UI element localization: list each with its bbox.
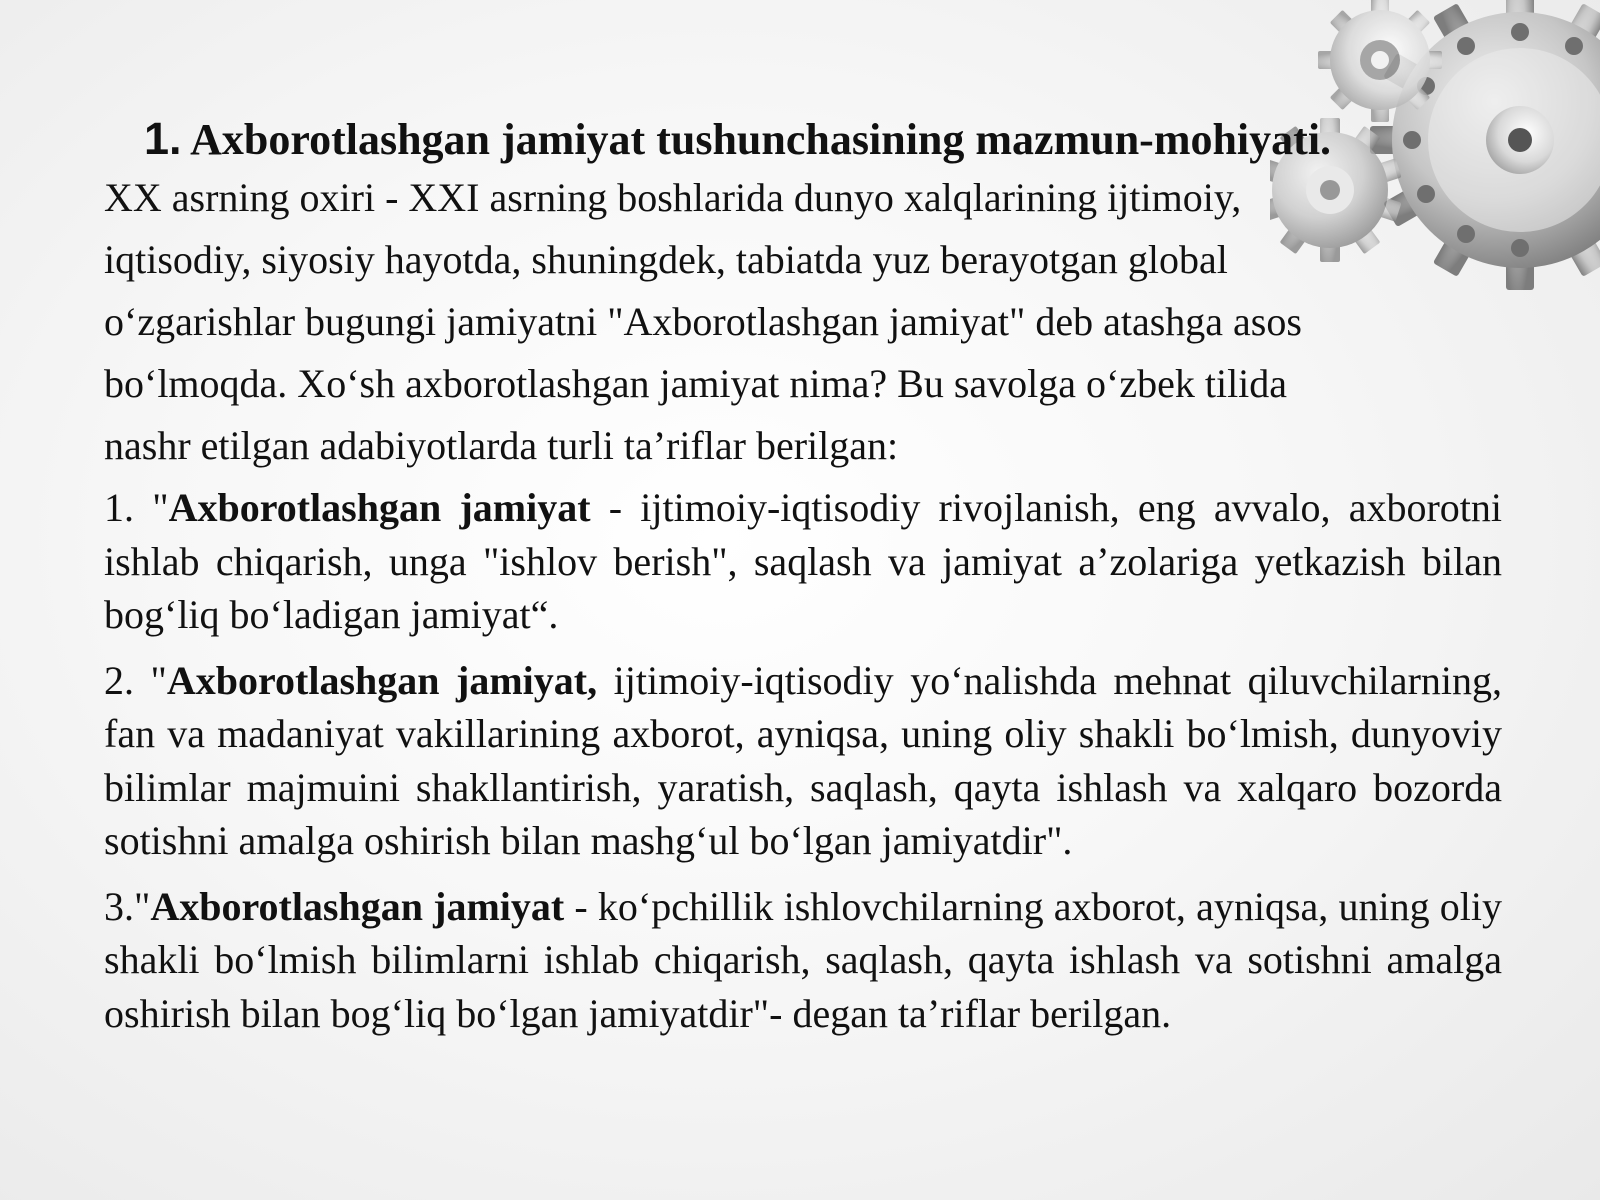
gear-small — [1318, 0, 1442, 122]
definition-prefix: 3." — [104, 883, 151, 929]
definition-3 — [104, 880, 1502, 1041]
definition-text: ijtimoiy-iqtisodiy yo‘nalishda mehnat qiluvchilarning, fan va madaniyat vakillarining axborot, ayniqsa, uning oliy shakli bo‘lmish, dunyoviy bilimlar majmuini shakllantirish, yaratish, saqlash, qayta ishlash va xalqaro bozorda sotishni amalga oshirish bilan mashg‘ul bo‘lgan jamiyatdir". — [104, 657, 1502, 863]
definition-term: Axborotlashgan jamiyat — [168, 485, 591, 530]
definition-text: - ijtimoiy-iqtisodiy rivojlanish, eng avvalo, axborotni ishlab chiqarish, unga "ishlov berish", saqlash va jamiyat a’zolariga yetkazish bilan bog‘liq bo‘ladigan jamiyat“. — [104, 485, 1503, 637]
slide-body — [104, 112, 1502, 1040]
intro-line: o‘zgarishlar bugungi jamiyatni "Axborotlashgan jamiyat" deb atashga asos — [104, 299, 1302, 344]
definition-prefix: 2. " — [104, 657, 167, 703]
intro-line: XX asrning oxiri - XXI asrning boshlarida dunyo xalqlarining ijtimoiy, — [104, 175, 1242, 220]
definition-1 — [104, 481, 1502, 642]
intro-paragraph — [104, 167, 1502, 477]
heading-text: Axborotlashgan jamiyat tushunchasining mazmun-mohiyati. — [190, 115, 1332, 164]
definition-text: - ko‘pchillik ishlovchilarning axborot, ayniqsa, uning oliy shakli bo‘lmish bilimlarni ishlab chiqarish, saqlash, qayta ishlash va sotishni amalga oshirish bilan bog‘liq bo‘lgan jamiyatdir"- degan ta’riflar berilgan. — [104, 883, 1502, 1036]
intro-line: iqtisodiy, siyosiy hayotda, shuningdek, tabiatda yuz berayotgan global — [104, 237, 1228, 282]
definition-term: Axborotlashgan jamiyat, — [166, 657, 598, 703]
definition-prefix: 1. " — [104, 485, 169, 530]
definition-2 — [104, 654, 1502, 868]
definition-term: Axborotlashgan jamiyat — [150, 883, 565, 929]
section-heading — [144, 112, 1502, 167]
heading-number: 1. — [144, 113, 182, 164]
intro-line: nashr etilgan adabiyotlarda turli ta’riflar berilgan: — [104, 423, 899, 468]
intro-line: bo‘lmoqda. Xo‘sh axborotlashgan jamiyat nima? Bu savolga o‘zbek tilida — [104, 361, 1288, 406]
